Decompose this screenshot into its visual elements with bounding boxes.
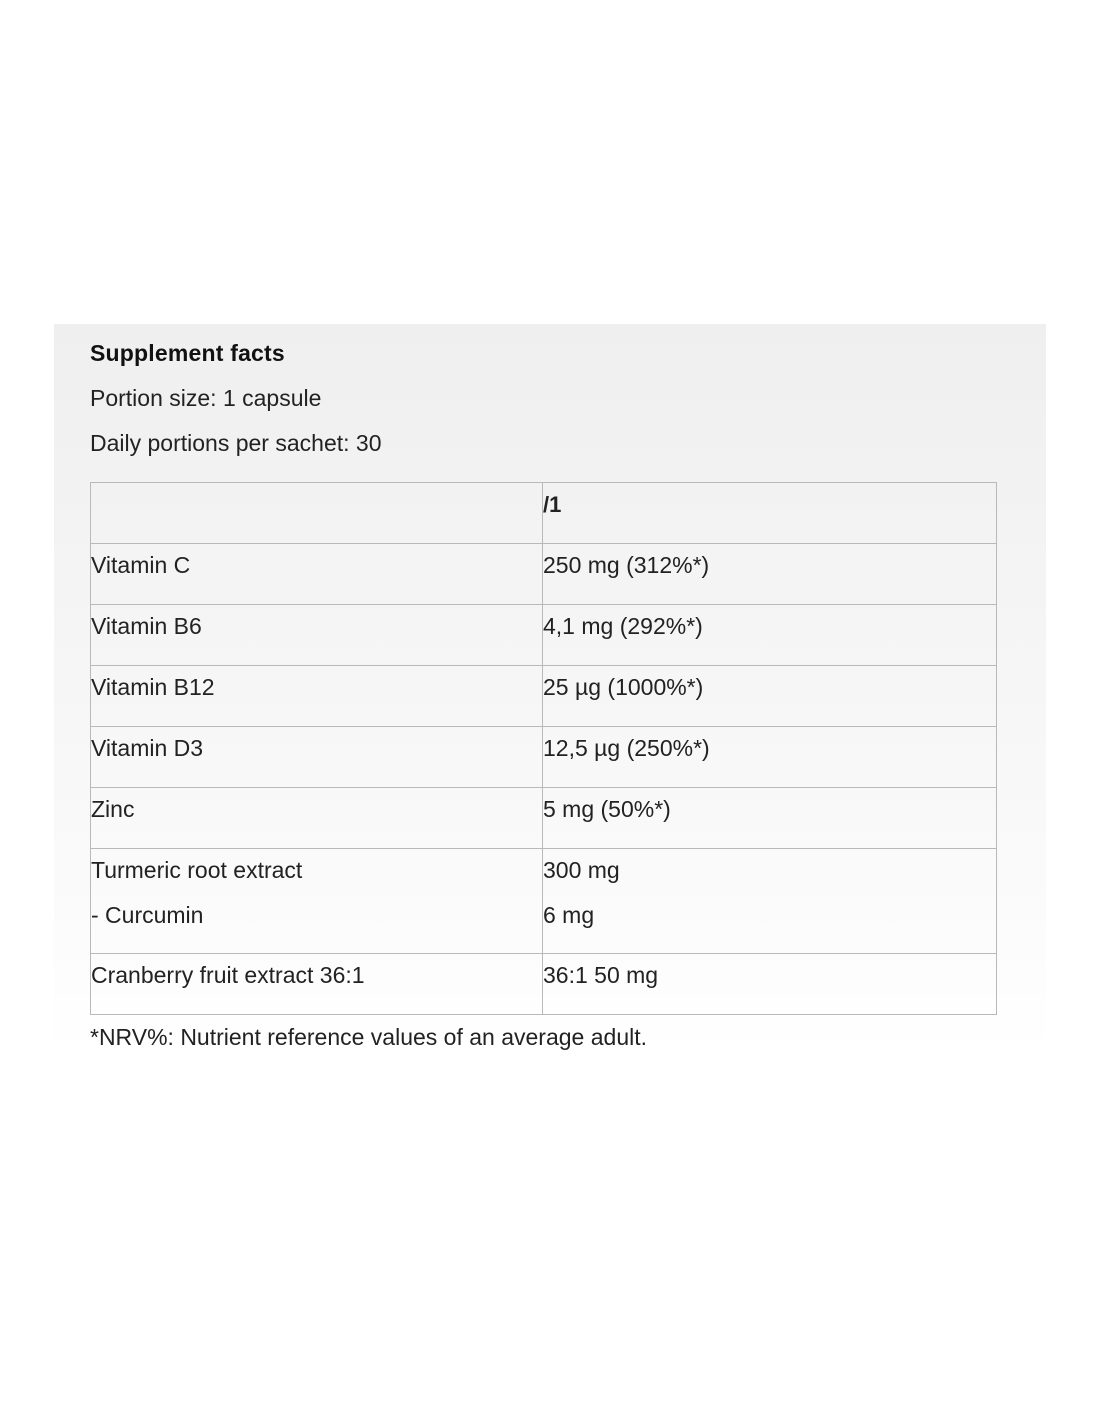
ingredient-value: 300 mg 6 mg <box>543 849 997 954</box>
ingredient-value: 12,5 µg (250%*) <box>543 727 997 788</box>
ingredient-value: 5 mg (50%*) <box>543 788 997 849</box>
ingredient-name: Vitamin C <box>91 544 543 605</box>
header-cell-portion: /1 <box>543 483 997 544</box>
table-row <box>91 727 997 788</box>
ingredient-name: Vitamin B6 <box>91 605 543 666</box>
ingredient-value: 36:1 50 mg <box>543 954 997 1015</box>
ingredient-value: 4,1 mg (292%*) <box>543 605 997 666</box>
table-row <box>91 605 997 666</box>
ingredient-name: Zinc <box>91 788 543 849</box>
table-row <box>91 954 997 1015</box>
footnote: *NRV%: Nutrient reference values of an average adult. <box>90 1024 647 1050</box>
sub-ingredient-value: 6 mg <box>543 902 595 928</box>
table-row <box>91 849 997 954</box>
table-row <box>91 666 997 727</box>
page-title: Supplement facts <box>90 340 285 366</box>
supplement-facts-table <box>90 482 997 1015</box>
ingredient-name: Vitamin B12 <box>91 666 543 727</box>
table-header-row <box>91 483 997 544</box>
supplement-facts-panel <box>54 324 1046 1054</box>
daily-portions: Daily portions per sachet: 30 <box>90 430 382 456</box>
sub-ingredient-name: - Curcumin <box>91 902 204 928</box>
table-row <box>91 544 997 605</box>
portion-size: Portion size: 1 capsule <box>90 385 322 411</box>
ingredient-value: 250 mg (312%*) <box>543 544 997 605</box>
ingredient-name: Vitamin D3 <box>91 727 543 788</box>
header-cell-name <box>91 483 543 544</box>
ingredient-name: Turmeric root extract - Curcumin <box>91 849 543 954</box>
ingredient-name: Cranberry fruit extract 36:1 <box>91 954 543 1015</box>
ingredient-value: 25 µg (1000%*) <box>543 666 997 727</box>
table-row <box>91 788 997 849</box>
